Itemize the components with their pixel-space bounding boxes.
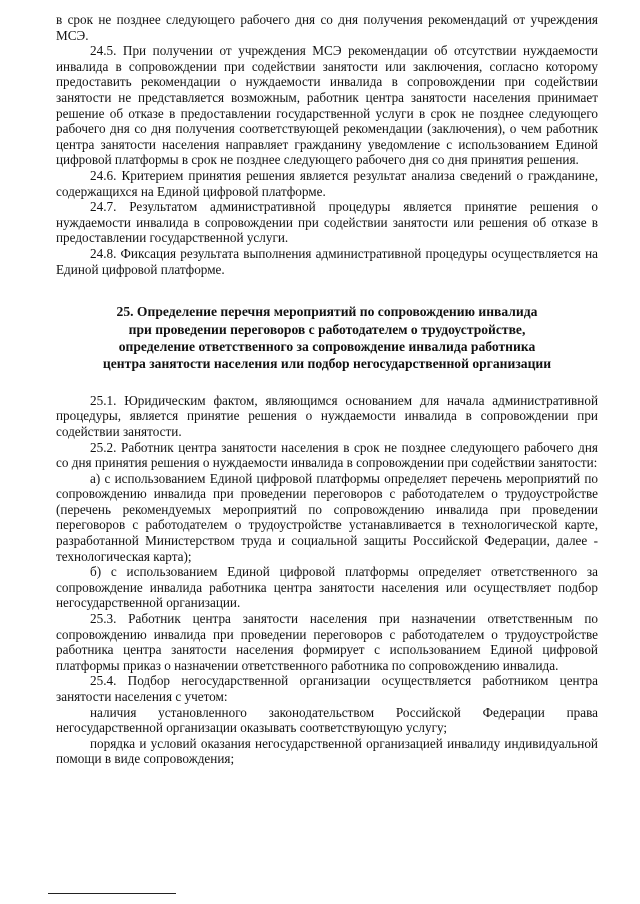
- paragraph-24-8: 24.8. Фиксация результата выполнения административной процедуры осуществляется на Единой цифровой платформе.: [56, 245, 598, 277]
- document-body: [56, 12, 598, 767]
- paragraph-25-2: 25.2. Работник центра занятости населения в срок не позднее следующего рабочего дня со дня принятия решения о нуждаемости инвалида в сопровождении при содействии занятости:: [56, 439, 598, 471]
- paragraph-24-6: 24.6. Критерием принятия решения является результат анализа сведений о гражданине, содержащихся на Единой цифровой платформе.: [56, 167, 598, 199]
- paragraph-25-4-item-1: наличия установленного законодательством Российской Федерации права негосударственной организации оказывать соответствующую услугу;: [56, 704, 598, 736]
- heading-line-1: 25. Определение перечня мероприятий по сопровождению инвалида: [116, 304, 538, 320]
- footnote-divider: [48, 893, 176, 894]
- paragraph-25-2-a: а) с использованием Единой цифровой платформы определяет перечень мероприятий по сопровождению инвалида при проведении переговоров с работодателем о трудоустройстве (перечень рекомендуемых мероприятий по сопровождению инвалида при проведении переговоров с работодателем о трудоустройстве устанавливается в технологической карте, разработанной Министерством труда и социальной защиты Российской Федерации, далее - технологическая карта);: [56, 470, 598, 564]
- paragraph-25-1: 25.1. Юридическим фактом, являющимся основанием для начала административной процедуры, является принятие решения о нуждаемости инвалида в сопровождении при содействии занятости.: [56, 392, 598, 439]
- paragraph-25-4-item-2: порядка и условий оказания негосударственной организацией инвалиду индивидуальной помощи в виде сопровождения;: [56, 735, 598, 767]
- heading-line-2: при проведении переговоров с работодателем о трудоустройстве,: [128, 321, 526, 337]
- heading-line-4: центра занятости населения или подбор негосударственной организации: [102, 356, 552, 372]
- paragraph-24-5: 24.5. При получении от учреждения МСЭ рекомендации об отсутствии нуждаемости инвалида в сопровождении при содействии занятости или заключения, согласно которому предоставить рекомендации о нуждаемости инвалида в сопровождении при содействии занятости не представляется возможным, работник центра занятости населения принимает решение об отказе в предоставлении государственной услуги в срок не позднее следующего рабочего дня со дня получения соответствующей рекомендации (заключения), о чем работник центра занятости населения направляет гражданину уведомление с использованием Единой цифровой платформы в срок не позднее следующего рабочего дня со дня принятия решения.: [56, 43, 598, 168]
- paragraph-24-4-continuation: в срок не позднее следующего рабочего дня со дня получения рекомендаций от учреждения МСЭ.: [56, 12, 598, 43]
- paragraph-24-7: 24.7. Результатом административной процедуры является принятие решения о нуждаемости инвалида в сопровождении при содействии занятости или решения об отказе в предоставлении государственной услуги.: [56, 199, 598, 246]
- paragraph-25-3: 25.3. Работник центра занятости населения при назначении ответственным по сопровождению инвалида при проведении переговоров с работодателем о трудоустройстве работника центра занятости населения формирует с использованием Единой цифровой платформы приказ о назначении ответственного работника по сопровождению инвалида.: [56, 611, 598, 673]
- paragraph-25-2-b: б) с использованием Единой цифровой платформы определяет ответственного за сопровождение инвалида работника центра занятости населения или осуществляет подбор негосударственной организации.: [56, 564, 598, 611]
- paragraph-25-4: 25.4. Подбор негосударственной организации осуществляется работником центра занятости населения с учетом:: [56, 673, 598, 704]
- section-25-heading: [56, 303, 598, 373]
- heading-line-3: определение ответственного за сопровождение инвалида работника: [118, 338, 536, 354]
